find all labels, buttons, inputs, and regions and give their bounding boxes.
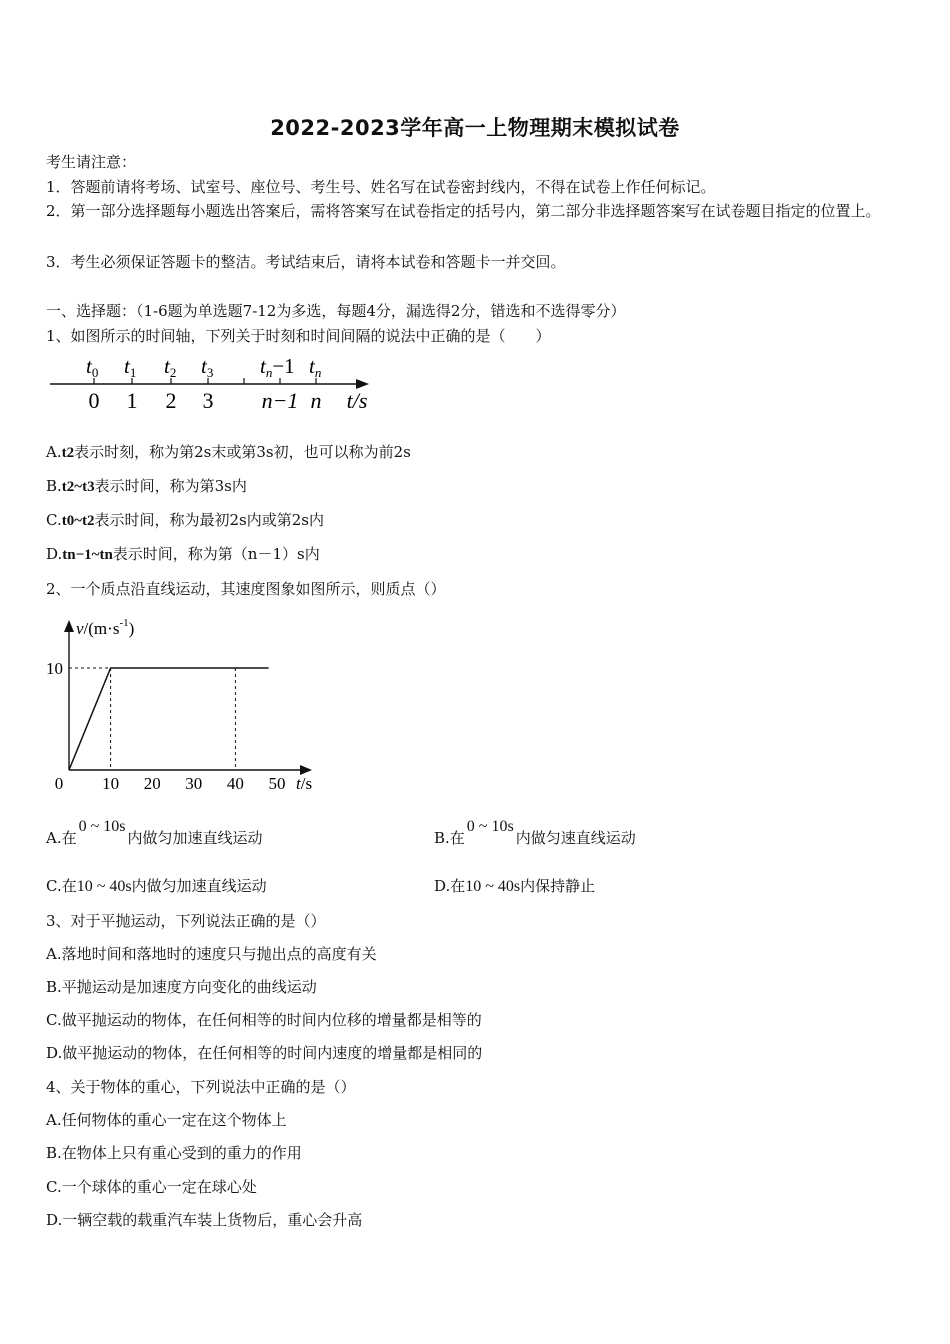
q1-option-c: C.t0~t2表示时间，称为最初2s内或第2s内 xyxy=(46,511,324,529)
notice-item-2: 2．第一部分选择题每小题选出答案后，需将答案写在试卷指定的括号内，第二部分非选择题答案写在试卷题目指定的位置上。 xyxy=(46,202,881,220)
section-heading: 一、选择题：（1-6题为单选题7-12为多选，每题4分，漏选得2分，错选和不选得零分） xyxy=(46,302,626,320)
chart-y-label: $v/(m\cdot s^{-1})$ xyxy=(76,617,135,638)
q1-option-d: D.tn−1~tn表示时间，称为第（n－1）s内 xyxy=(46,545,320,563)
q2-option-c-math: 10 ~ 40s xyxy=(76,878,132,895)
axis-bottom-label-ts: t/s xyxy=(346,388,368,413)
x-tick-label-40: 40 xyxy=(226,774,244,793)
y-tick-label-10: 10 xyxy=(46,659,63,678)
q2-option-b: B.在0 ~ 10s内做匀速直线运动 xyxy=(434,818,636,847)
q1-option-a-var: t2 xyxy=(61,445,75,461)
axis-top-label-t0: t0 xyxy=(86,354,99,380)
axis-bottom-label-2: 2 xyxy=(165,388,177,413)
q2-stem: 2、一个质点沿直线运动，其速度图象如图所示，则质点（） xyxy=(46,580,446,598)
q3-stem: 3、对于平抛运动，下列说法正确的是（） xyxy=(46,912,326,930)
chart-x-label: t/s xyxy=(296,774,313,793)
axis-bottom-label-1: 1 xyxy=(126,388,138,413)
q2-option-c: C.在10 ~ 40s内做匀加速直线运动 xyxy=(46,877,267,895)
axis-top-label-t1: t1 xyxy=(124,354,137,380)
velocity-series-line xyxy=(69,668,269,770)
q4-stem: 4、关于物体的重心，下列说法中正确的是（） xyxy=(46,1078,356,1096)
x-tick-label-50: 50 xyxy=(268,774,286,793)
q4-option-b: B.在物体上只有重心受到的重力的作用 xyxy=(46,1144,302,1162)
axis-top-label-tn: tn xyxy=(309,354,322,380)
q1-option-a: A.t2表示时刻，称为第2s末或第3s初，也可以称为前2s xyxy=(46,443,411,461)
axis-bottom-label-n: n xyxy=(310,388,322,413)
axis-top-label-t3: t3 xyxy=(201,354,214,380)
axis-top-label-tn-1: tn−1 xyxy=(260,354,295,380)
q1-option-c-var: t0~t2 xyxy=(61,513,95,529)
x-tick-label-0: 0 xyxy=(54,774,64,793)
q4-option-d: D.一辆空载的载重汽车装上货物后，重心会升高 xyxy=(46,1211,363,1229)
q1-time-axis-figure xyxy=(44,350,384,418)
axis-top-label-t2: t2 xyxy=(164,354,177,380)
x-tick-label-20: 20 xyxy=(143,774,161,793)
axis-bottom-label-0: 0 xyxy=(88,388,100,413)
q3-option-a: A.落地时间和落地时的速度只与抛出点的高度有关 xyxy=(46,945,377,963)
axis-bottom-label-3: 3 xyxy=(202,388,214,413)
notice-item-1: 1．答题前请将考场、试室号、座位号、考生号、姓名写在试卷密封线内，不得在试卷上作任何标记。 xyxy=(46,178,716,196)
q2-option-a-math: 0 ~ 10s xyxy=(78,818,126,835)
q2-option-d: D.在10 ~ 40s内保持静止 xyxy=(434,877,596,895)
q2-option-d-math: 10 ~ 40s xyxy=(465,878,521,895)
chart-y-axis-arrow xyxy=(64,620,74,632)
q3-option-d: D.做平抛运动的物体，在任何相等的时间内速度的增量都是相同的 xyxy=(46,1044,483,1062)
notice-heading: 考生请注意： xyxy=(46,153,137,171)
q2-option-a: A.在0 ~ 10s内做匀加速直线运动 xyxy=(46,818,263,847)
q3-option-b: B.平抛运动是加速度方向变化的曲线运动 xyxy=(46,978,317,996)
q2-velocity-time-chart xyxy=(40,610,330,800)
q1-option-b: B.t2~t3表示时间，称为第3s内 xyxy=(46,477,247,495)
page-title: 2022-2023学年高一上物理期末模拟试卷 xyxy=(270,116,680,140)
notice-item-3: 3．考生必须保证答题卡的整洁。考试结束后，请将本试卷和答题卡一并交回。 xyxy=(46,253,566,271)
x-tick-label-10: 10 xyxy=(102,774,120,793)
q2-option-b-math: 0 ~ 10s xyxy=(466,818,514,835)
axis-bottom-label-n-1: n−1 xyxy=(261,388,299,413)
q3-option-c: C.做平抛运动的物体，在任何相等的时间内位移的增量都是相等的 xyxy=(46,1011,482,1029)
q1-stem: 1、如图所示的时间轴，下列关于时刻和时间间隔的说法中正确的是（ ） xyxy=(46,327,551,345)
q4-option-c: C.一个球体的重心一定在球心处 xyxy=(46,1178,257,1196)
q1-option-b-var: t2~t3 xyxy=(61,479,95,495)
x-tick-label-30: 30 xyxy=(185,774,203,793)
q1-option-d-var: tn−1~tn xyxy=(62,547,113,563)
q4-option-a: A.任何物体的重心一定在这个物体上 xyxy=(46,1111,287,1129)
